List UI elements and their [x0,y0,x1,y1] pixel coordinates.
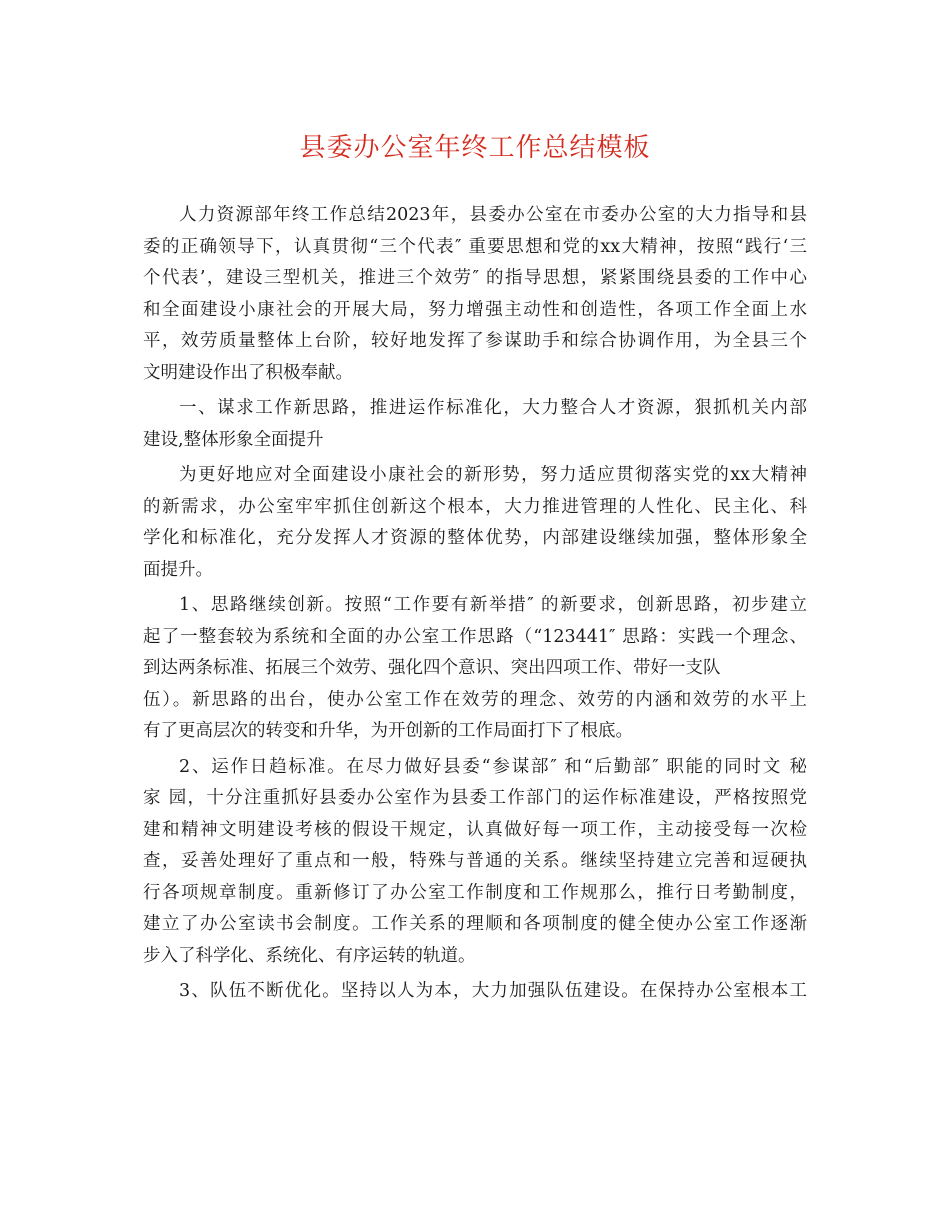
text-line: 建立了办公室读书会制度。工作关系的理顺和各项制度的健全使办公室工作逐渐 [143,914,807,934]
text-line: 和全面建设小康社会的开展大局，努力增强主动性和创造性，各项工作全面上水 [143,299,807,320]
text-line: 委的正确领导下，认真贯彻“三个代表″ 重要思想和党的xx大精神，按照“践行‘三 [143,236,807,257]
text-line: 个代表’，建设三型机关，推进三个效劳″ 的指导思想，紧紧围绕县委的工作中心 [143,268,807,288]
document-title: 县委办公室年终工作总结模板 [299,133,651,163]
text-line: 2、运作日趋标准。在尽力做好县委“参谋部″ 和“后勤部″ 职能的同时文 秘 [179,756,807,777]
text-line: 为更好地应对全面建设小康社会的新形势，努力适应贯彻落实党的xx大精神 [179,465,807,485]
text-line: 建和精神文明建设考核的假设干规定，认真做好每一项工作，主动接受每一次检 [143,819,807,840]
paragraph-item-1 [143,590,807,748]
paragraph-item-2 [143,752,807,973]
text-line: 1、思路继续创新。按照“工作要有新举措″ 的新要求，创新思路，初步建立 [179,595,807,615]
text-line: 有了更高层次的转变和升华，为开创新的工作局面打下了根底。 [143,721,633,741]
paragraph-item-3 [143,976,807,1008]
text-line: 起了一整套较为系统和全面的办公室工作思路（“123441″ 思路：实践一个理念、 [143,626,807,647]
text-line: 学化和标准化，充分发挥人才资源的整体优势，内部建设继续加强，整体形象全 [143,528,807,548]
text-line: 查，妥善处理好了重点和一般，特殊与普通的关系。继续坚持建立完善和逗硬执 [143,851,807,871]
text-line: 3、队伍不断优化。坚持以人为本，大力加强队伍建设。在保持办公室根本工 [179,981,807,1001]
text-line: 建设,整体形象全面提升 [143,429,324,450]
text-line: 平，效劳质量整体上台阶，较好地发挥了参谋助手和综合协调作用，为全县三个 [143,331,807,351]
text-line: 到达两条标准、拓展三个效劳、强化四个意识、突出四项工作、带好一支队 [143,658,721,678]
text-line: 伍）。新思路的出台，使办公室工作在效劳的理念、效劳的内涵和效劳的水平上 [143,689,807,710]
text-line: 一、谋求工作新思路，推进运作标准化，大力整合人才资源，狠抓机关内部 [179,398,807,418]
text-line: 家 园，十分注重抓好县委办公室作为县委工作部门的运作标准建设，严格按照党 [143,788,807,808]
text-line: 步入了科学化、系统化、有序运转的轨道。 [143,945,476,966]
text-line: 行各项规章制度。重新修订了办公室工作制度和工作规那么，推行日考勤制度， [143,882,807,903]
text-line: 的新需求，办公室牢牢抓住创新这个根本，大力推进管理的人性化、民主化、科 [143,496,807,517]
text-line: 文明建设作出了积极奉献。 [143,362,353,383]
document-body [143,200,807,1012]
paragraph-intro [143,200,807,389]
text-line: 面提升。 [143,559,213,580]
paragraph-section-intro [143,460,807,586]
text-line: 人力资源部年终工作总结2023年，县委办公室在市委办公室的大力指导和县 [179,205,807,225]
paragraph-section-heading [143,393,807,456]
